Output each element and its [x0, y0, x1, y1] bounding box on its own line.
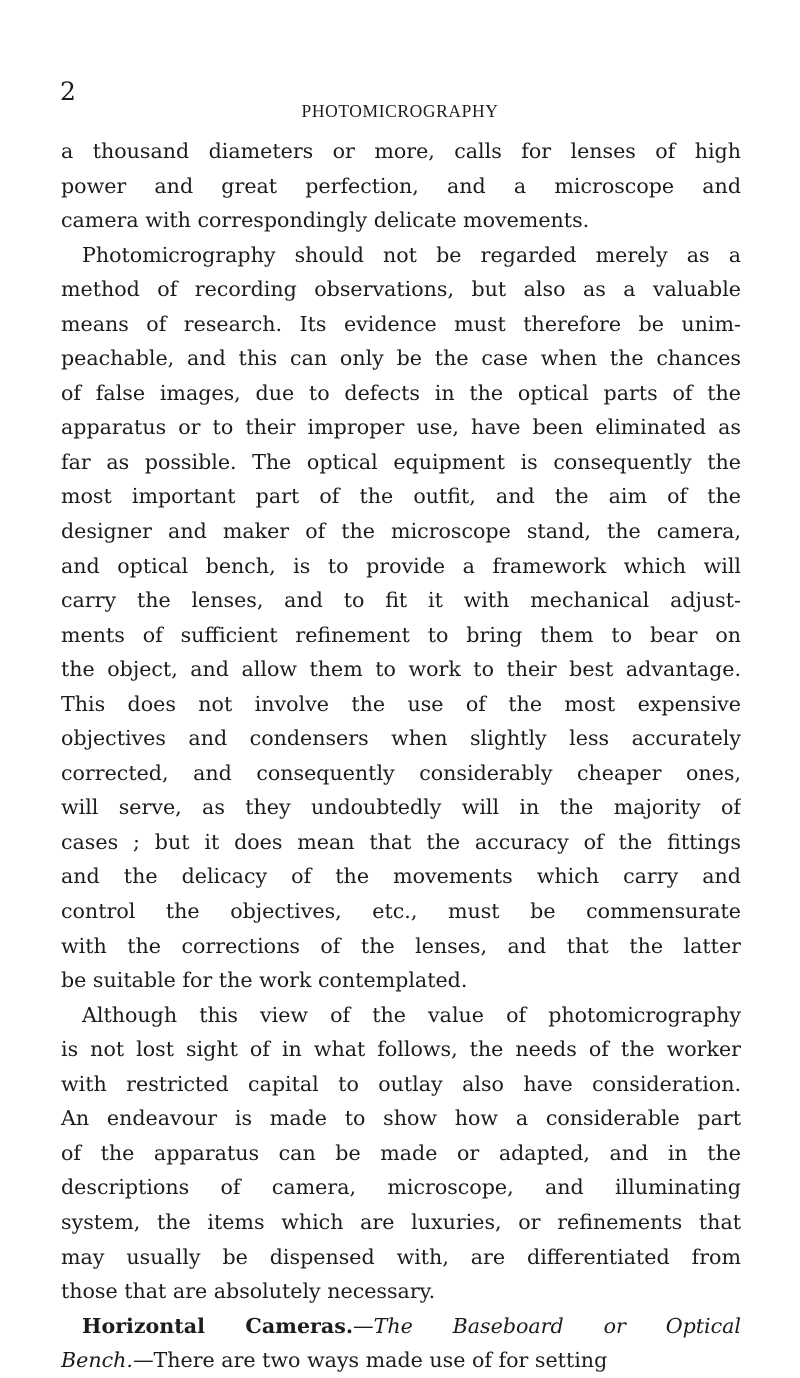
page-number: 2: [60, 77, 76, 106]
text-line: those that are absolutely necessary.: [61, 1279, 436, 1304]
text-line: system, the items which are luxuries, or refinements that: [61, 1209, 741, 1234]
text-line: descriptions of camera, microscope, and illuminating: [61, 1175, 741, 1200]
text-line: power and great perfection, and a microscope and: [61, 173, 741, 198]
text-line: peachable, and this can only be the case when the chances: [61, 346, 741, 371]
section-heading: Horizontal Cameras.: [82, 1313, 354, 1338]
text-line: ments of sufficient refinement to bring them to bear on: [61, 622, 741, 647]
subheading-part2: Optical: [665, 1313, 741, 1338]
text-line: a thousand diameters or more, calls for lenses of high: [61, 139, 741, 163]
text-line: designer and maker of the microscope stand, the camera,: [61, 519, 741, 544]
text-line: most important part of the outfit, and the aim of the: [61, 484, 741, 509]
subheading-part1: The Baseboard: [373, 1313, 564, 1338]
text-line: will serve, as they undoubtedly will in the majority of: [61, 795, 741, 820]
text-line: apparatus or to their improper use, have been eliminated as: [61, 415, 741, 440]
text-line: with the corrections of the lenses, and that the latter: [61, 933, 741, 958]
subheading-cont: Bench.: [61, 1348, 133, 1373]
text-line: carry the lenses, and to fit it with mechanical adjust-: [61, 588, 741, 613]
text-line: Photomicrography should not be regarded merely as a: [82, 242, 741, 267]
text-line: the object, and allow them to work to their best advantage.: [61, 657, 741, 682]
body-text: [61, 134, 741, 1378]
text-line: is not lost sight of in what follows, the needs of the worker: [61, 1037, 741, 1062]
text-line: may usually be dispensed with, are differentiated from: [61, 1244, 741, 1269]
text-line: far as possible. The optical equipment is consequently the: [61, 449, 741, 474]
text-line: cases ; but it does mean that the accuracy of the fittings: [61, 829, 741, 854]
text-line: Although this view of the value of photomicrography: [82, 1002, 741, 1027]
text-line: with restricted capital to outlay also have consideration.: [61, 1071, 741, 1096]
text-line: camera with correspondingly delicate movements.: [61, 208, 590, 233]
text-line: objectives and condensers when slightly less accurately: [61, 726, 741, 751]
text-line: be suitable for the work contemplated.: [61, 968, 468, 993]
running-head: PHOTOMICROGRAPHY: [301, 101, 499, 121]
text-line: of false images, due to defects in the optical parts of the: [61, 380, 741, 405]
text-line: and optical bench, is to provide a framework which will: [61, 553, 741, 578]
text-line: and the delicacy of the movements which carry and: [61, 864, 741, 889]
text-line: corrected, and consequently considerably cheaper ones,: [61, 760, 741, 785]
em-dash: —: [353, 1313, 374, 1338]
text-line: This does not involve the use of the most expensive: [61, 691, 741, 716]
section-heading-line: [61, 1309, 741, 1344]
text-line: method of recording observations, but also as a valuable: [61, 277, 741, 302]
text-line: of the apparatus can be made or adapted, and in the: [61, 1140, 741, 1165]
text-line: control the objectives, etc., must be commensurate: [61, 899, 741, 924]
text-line: [61, 1343, 741, 1378]
text-line: An endeavour is made to show how a considerable part: [61, 1106, 741, 1131]
section-text: —There are two ways made use of for setting: [132, 1348, 608, 1373]
text-line: means of research. Its evidence must therefore be unim-: [61, 311, 741, 336]
subheading-or: or: [603, 1313, 626, 1338]
